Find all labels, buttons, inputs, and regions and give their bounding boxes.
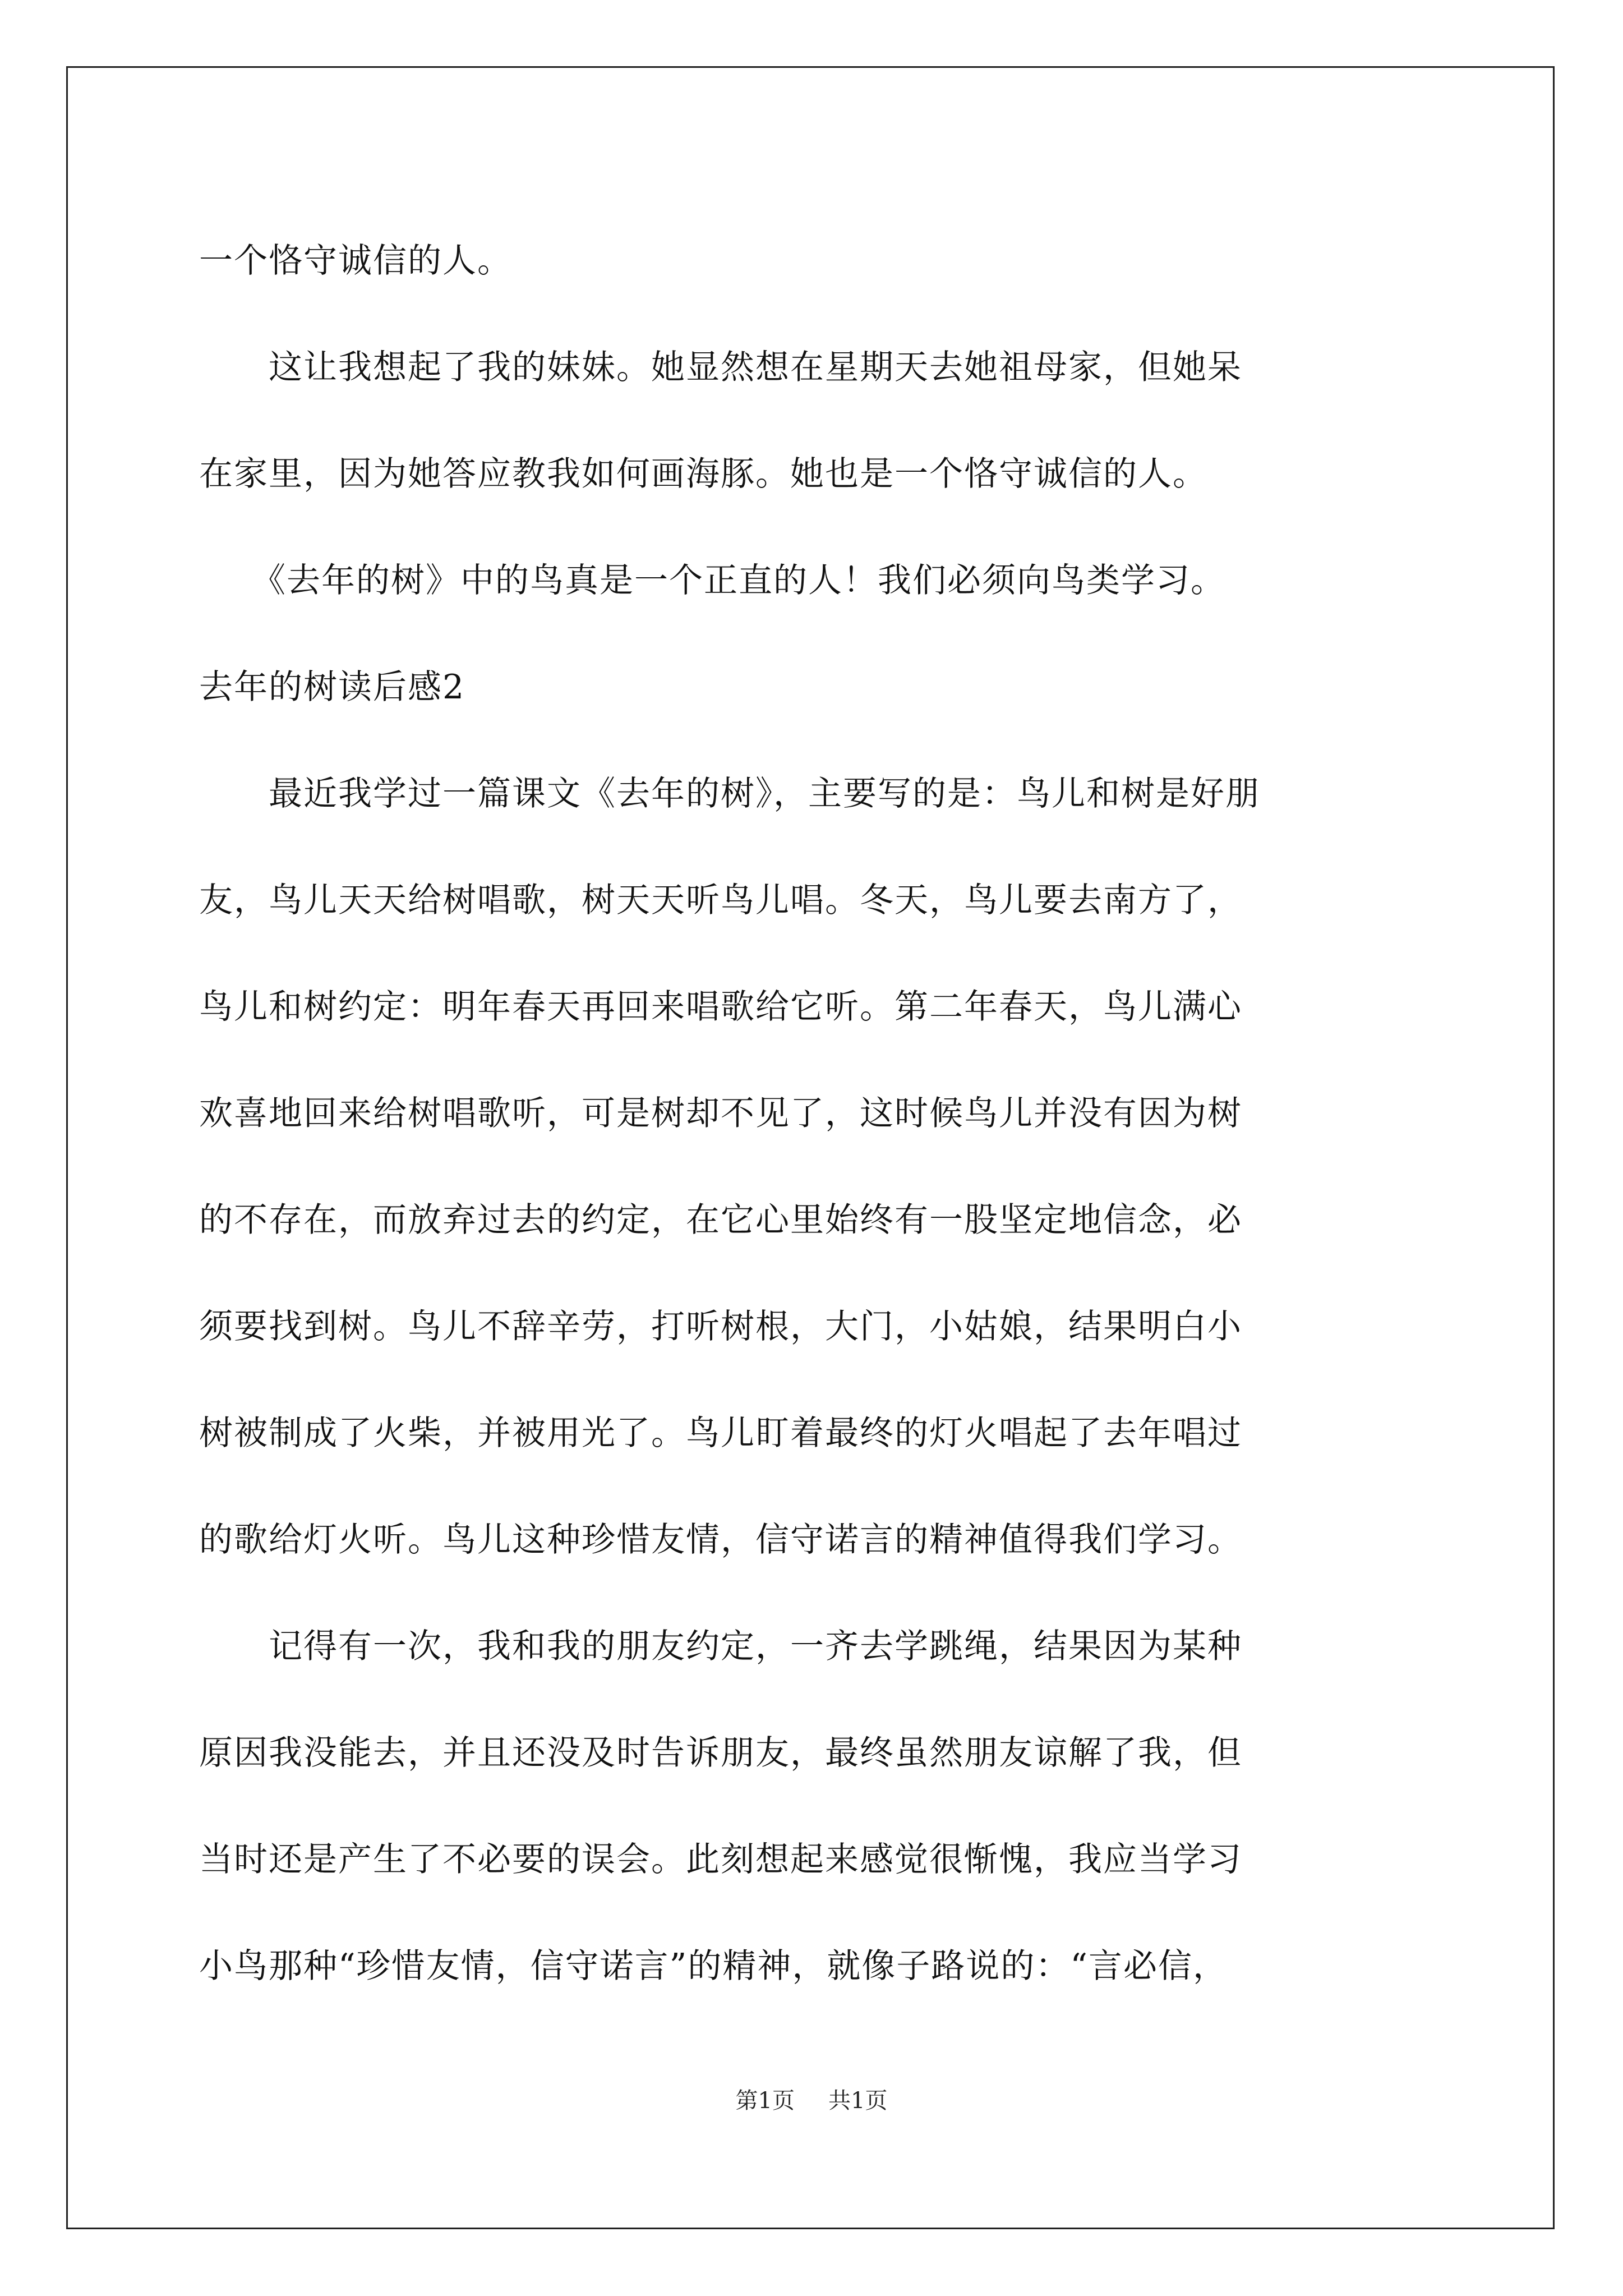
document-body	[199, 208, 1433, 2019]
page-number-total: 共1页	[828, 2088, 888, 2114]
text-line: 小鸟那种“珍惜友情，信守诺言”的精神，就像子路说的：“言必信，	[199, 1947, 1228, 1986]
text-line: 记得有一次，我和我的朋友约定，一齐去学跳绳，结果因为某种	[199, 1627, 1242, 1666]
text-line: 树被制成了火柴，并被用光了。鸟儿盯着最终的灯火唱起了去年唱过	[199, 1414, 1242, 1453]
text-line: 一个恪守诚信的人。	[199, 241, 512, 280]
text-line: 在家里，因为她答应教我如何画海豚。她也是一个恪守诚信的人。	[199, 454, 1207, 494]
text-line: 当时还是产生了不必要的误会。此刻想起来感觉很惭愧，我应当学习	[199, 1840, 1242, 1879]
text-line: 欢喜地回来给树唱歌听，可是树却不见了，这时候鸟儿并没有因为树	[199, 1094, 1242, 1133]
text-line: 这让我想起了我的妹妹。她显然想在星期天去她祖母家，但她呆	[199, 348, 1242, 387]
page-number-current: 第1页	[735, 2088, 795, 2114]
text-line: 须要找到树。鸟儿不辞辛劳，打听树根，大门，小姑娘，结果明白小	[199, 1307, 1242, 1346]
text-line: 原因我没能去，并且还没及时告诉朋友，最终虽然朋友谅解了我，但	[199, 1733, 1242, 1773]
text-line: 最近我学过一篇课文《去年的树》，主要写的是：鸟儿和树是好朋	[199, 774, 1260, 813]
section-heading: 去年的树读后感2	[199, 668, 465, 707]
text-line: 《去年的树》中的鸟真是一个正直的人！我们必须向鸟类学习。	[199, 561, 1225, 600]
text-line: 友，鸟儿天天给树唱歌，树天天听鸟儿唱。冬天，鸟儿要去南方了，	[199, 881, 1242, 920]
page-footer	[0, 2084, 1623, 2118]
text-line: 的不存在，而放弃过去的约定，在它心里始终有一股坚定地信念，必	[199, 1200, 1242, 1240]
text-line: 鸟儿和树约定：明年春天再回来唱歌给它听。第二年春天，鸟儿满心	[199, 987, 1242, 1027]
text-line: 的歌给灯火听。鸟儿这种珍惜友情，信守诺言的精神值得我们学习。	[199, 1520, 1242, 1559]
